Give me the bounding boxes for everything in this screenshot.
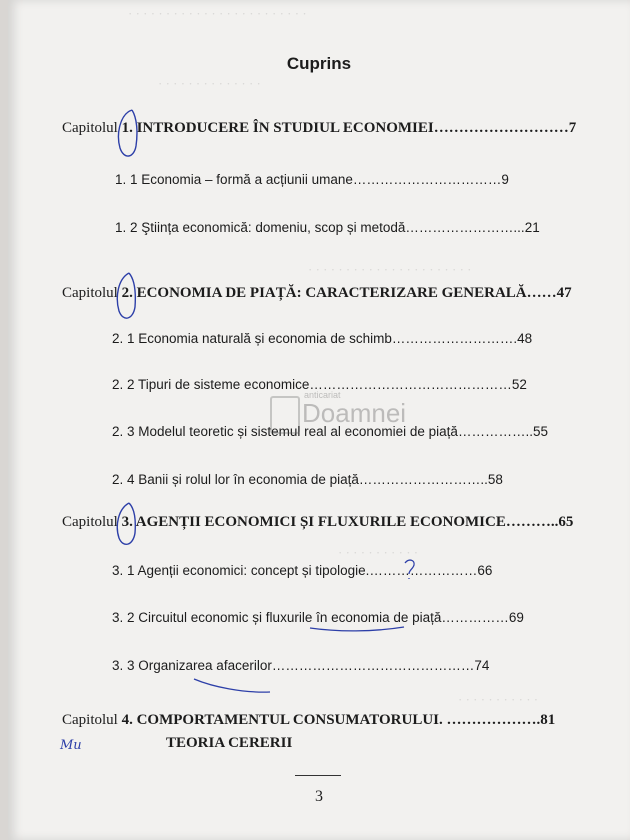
bleed-through-text: · · · · · · · · · · · [458,692,539,707]
leader-dots: ……………………………………… [309,377,512,392]
leader-dots: …………… [441,610,509,625]
section-title: 2. 3 Modelul teoretic și sistemul real al economiei de piață [112,424,458,439]
bleed-through-text: · · · · · · · · · · · · · · · · · · · · · · [308,262,472,277]
pen-underline-organizarea [194,679,270,692]
section-title: 1. 1 Economia – formă a acțiunii umane [115,172,353,187]
chapter-label: Capitolul [62,285,118,301]
chapter-title: INTRODUCERE ÎN STUDIUL ECONOMIEI [136,120,434,136]
bleed-through-text: · · · · · · · · · · · · · · · · · · · · · · · · [128,6,307,21]
toc-section-3-2[interactable] [112,610,524,625]
toc-chapter-4-subtitle: TEORIA CERERII [166,735,293,751]
chapter-number: 1. [121,120,133,136]
chapter-number: 2. [121,285,133,301]
section-title: 3. 2 Circuitul economic și fluxurile în economia de piață [112,610,442,625]
page-ref: 81 [540,712,556,728]
chapter-label: Capitolul [62,120,118,136]
chapter-number: 3. [121,514,133,530]
leader-dots: ………………………. [391,331,518,346]
leader-dots: …………………… [369,563,478,578]
leader-dots: ………………. [442,712,541,728]
leader-dots: ……………………………………… [271,658,475,673]
page-ref: 52 [511,377,527,392]
toc-section-3-1[interactable] [112,563,492,578]
toc-chapter-4[interactable] [62,712,555,729]
watermark-big-text: Doamnei [302,398,407,428]
page-ref: 47 [556,285,572,301]
handwritten-note: Mu [60,738,82,753]
leader-dots: ……….. [505,514,559,530]
toc-chapter-2[interactable] [62,285,572,302]
bleed-through-text: · · · · · · · · · · · [338,545,419,560]
chapter-title: COMPORTAMENTUL CONSUMATORULUI. [136,712,443,728]
bleed-through-text: · · · · · · · · · · · · · · [158,76,261,91]
section-title: 3. 1 Agenții economici: concept și tipologie. [112,563,370,578]
pen-underline-economia [310,627,404,631]
toc-section-1-2[interactable] [115,220,540,235]
chapter-number: 4. [121,712,133,728]
section-title: 3. 3 Organizarea afacerilor [112,658,272,673]
page-ref: 58 [487,472,503,487]
toc-chapter-1[interactable] [62,120,576,137]
chapter-label: Capitolul [62,712,118,728]
page-ref: 7 [568,120,577,136]
book-page [8,0,630,840]
page-ref: 65 [558,514,574,530]
watermark-small-text: anticariat [304,390,341,400]
page-ref: 9 [501,172,509,187]
toc-section-1-1[interactable] [115,172,509,187]
page-ref: 21 [524,220,540,235]
leader-dots: ……………………... [405,220,525,235]
toc-section-2-4[interactable] [112,472,503,487]
section-title: 1. 2 Ştiința economică: domeniu, scop și metodă [115,220,406,235]
toc-section-2-1[interactable] [112,331,532,346]
book-icon [270,396,300,434]
leader-dots: …………….. [457,424,533,439]
page-ref: 55 [532,424,548,439]
page-ref: 74 [474,658,490,673]
leader-dots: …… [526,285,557,301]
page-ref: 66 [477,563,493,578]
section-title: 2. 1 Economia naturală și economia de schimb [112,331,392,346]
toc-chapter-3[interactable] [62,514,573,531]
page-title: Cuprins [286,54,352,73]
chapter-label: Capitolul [62,514,118,530]
section-title: 2. 4 Banii și rolul lor în economia de piață [112,472,359,487]
leader-dots: …………………………… [352,172,502,187]
chapter-title: AGENȚII ECONOMICI ȘI FLUXURILE ECONOMICE [135,514,506,530]
toc-section-3-3[interactable] [112,658,489,673]
page-ref: 48 [517,331,533,346]
chapter-title: ECONOMIA DE PIAȚĂ: CARACTERIZARE GENERALĂ [136,285,527,301]
leader-dots: ……………………….. [358,472,488,487]
leader-dots: ……………………… [433,120,569,136]
page-number-rule [295,775,341,776]
page-ref: 69 [508,610,524,625]
watermark-logo [270,392,410,452]
page-number: 3 [315,788,323,805]
section-title: 2. 2 Tipuri de sisteme economice [112,377,310,392]
